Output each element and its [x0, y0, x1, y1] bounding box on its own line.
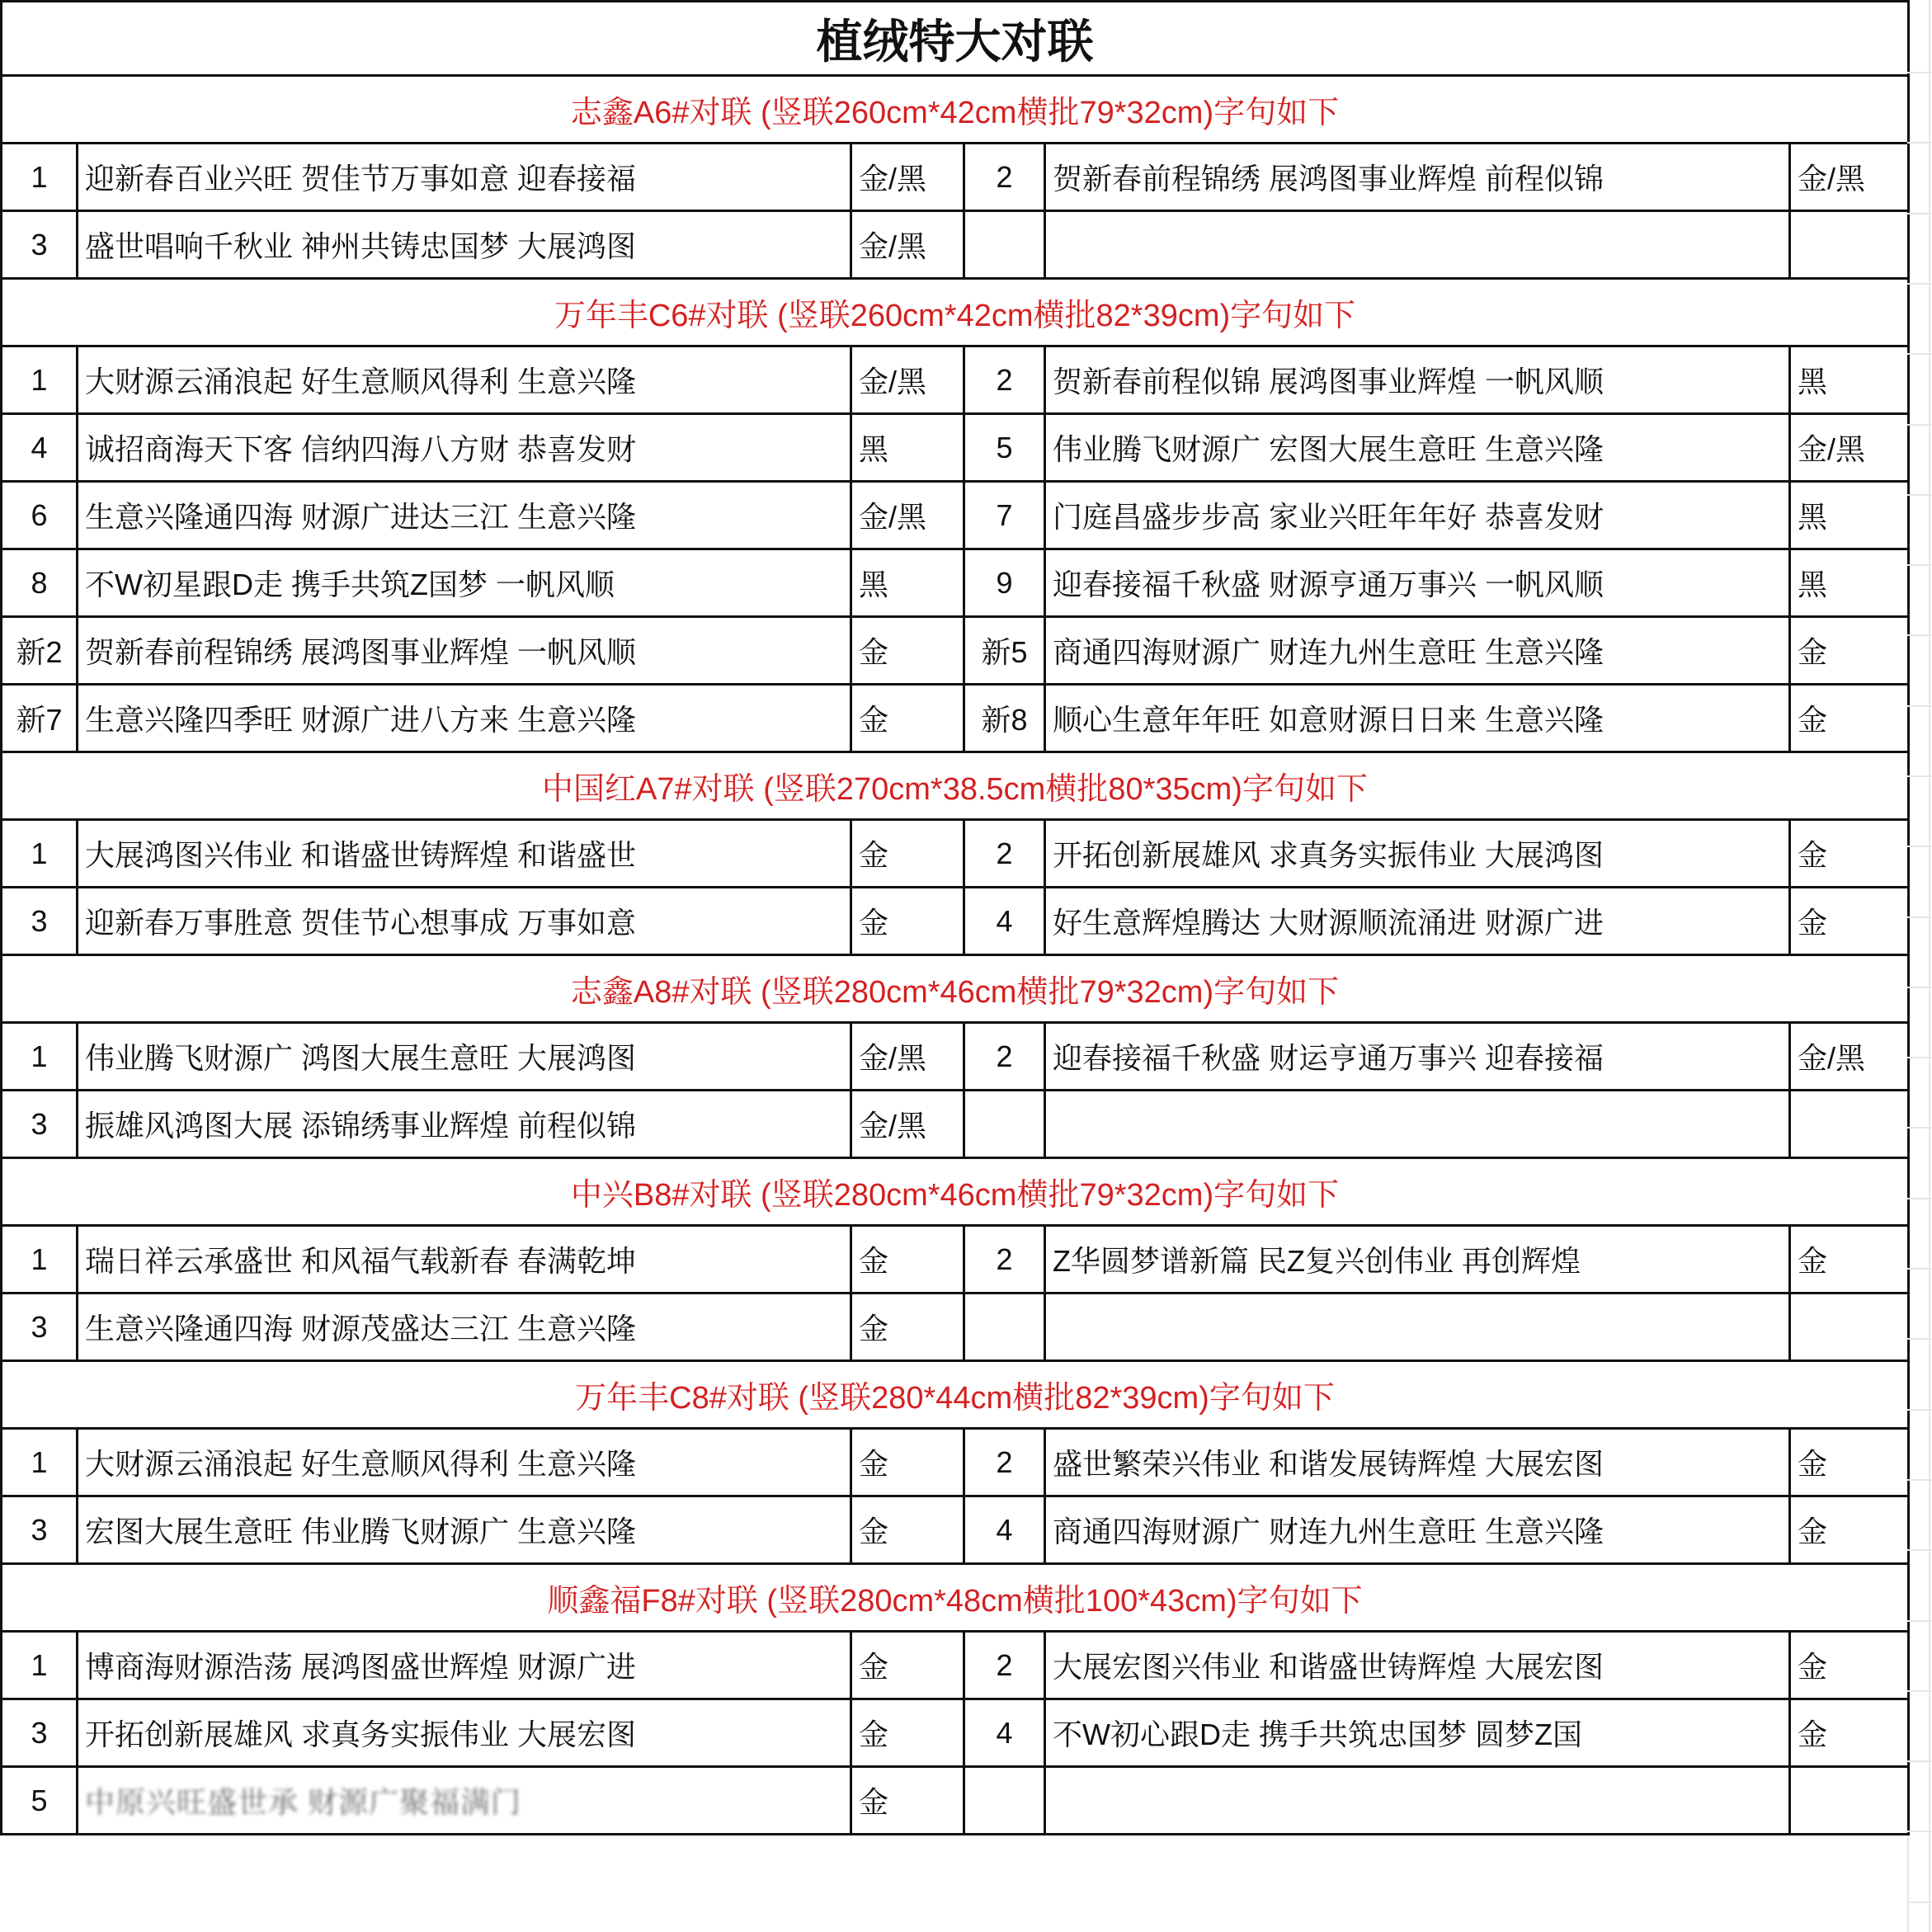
row-gridline [1907, 1338, 1932, 1340]
color-option[interactable]: 金 [851, 685, 964, 752]
blurred-couplet-text: 中原兴旺盛世承 财源广聚福满门 [85, 1785, 522, 1819]
color-option[interactable] [1790, 1091, 1909, 1158]
color-option[interactable]: 金 [851, 1429, 964, 1496]
section-header-row [2, 955, 1909, 1023]
color-option[interactable]: 金 [1790, 1226, 1909, 1293]
color-option[interactable]: 金 [1790, 1699, 1909, 1767]
couplet-text[interactable]: 伟业腾飞财源广 鸿图大展生意旺 大展鸿图 [78, 1023, 851, 1091]
row-gridline [1907, 1620, 1932, 1622]
item-number[interactable]: 3 [2, 1293, 78, 1361]
couplet-text[interactable]: 大展鸿图兴伟业 和谐盛世铸辉煌 和谐盛世 [78, 820, 851, 888]
row-gridline [1907, 987, 1932, 988]
row-gridline [1907, 142, 1932, 144]
section-header: 志鑫A6#对联 (竖联260cm*42cm横批79*32cm)字句如下 [2, 76, 1909, 144]
item-number[interactable]: 8 [2, 549, 78, 617]
color-option[interactable]: 金 [1790, 888, 1909, 955]
item-number[interactable]: 1 [2, 1226, 78, 1293]
couplet-text[interactable]: Z华圆梦谱新篇 民Z复兴创伟业 再创辉煌 [1045, 1226, 1790, 1293]
row-gridline [1907, 424, 1932, 426]
table-row [2, 888, 1909, 955]
row-gridline [1907, 353, 1932, 355]
item-number[interactable]: 9 [964, 549, 1045, 617]
couplet-text[interactable]: 盛世繁荣兴伟业 和谐发展铸辉煌 大展宏图 [1045, 1429, 1790, 1496]
table-row [2, 549, 1909, 617]
color-option[interactable]: 金/黑 [851, 482, 964, 549]
row-gridline [1907, 494, 1932, 496]
row-gridline [1907, 846, 1932, 847]
color-option[interactable] [1790, 1293, 1909, 1361]
couplet-text[interactable]: 博商海财源浩荡 展鸿图盛世辉煌 财源广进 [78, 1632, 851, 1699]
item-number[interactable]: 1 [2, 346, 78, 414]
item-number[interactable]: 6 [2, 482, 78, 549]
couplet-text[interactable] [1045, 1767, 1790, 1835]
color-option[interactable]: 金 [851, 617, 964, 685]
couplet-text[interactable]: 不W初心跟D走 携手共筑忠国梦 圆梦Z国 [1045, 1699, 1790, 1767]
section-header-row [2, 279, 1909, 346]
couplet-text[interactable]: 生意兴隆通四海 财源广进达三江 生意兴隆 [78, 482, 851, 549]
color-option[interactable]: 金/黑 [851, 1091, 964, 1158]
color-option[interactable]: 金/黑 [851, 346, 964, 414]
color-option[interactable]: 金/黑 [1790, 414, 1909, 482]
color-option[interactable]: 金 [851, 1496, 964, 1564]
color-option[interactable]: 黑 [1790, 482, 1909, 549]
section-header: 中国红A7#对联 (竖联270cm*38.5cm横批80*35cm)字句如下 [2, 752, 1909, 820]
couplet-text[interactable]: 贺新春前程似锦 展鸿图事业辉煌 一帆风顺 [1045, 346, 1790, 414]
table-row [2, 1699, 1909, 1767]
table-row [2, 482, 1909, 549]
item-number[interactable]: 7 [964, 482, 1045, 549]
row-gridline [1907, 1479, 1932, 1481]
couplet-text[interactable]: 振雄风鸿图大展 添锦绣事业辉煌 前程似锦 [78, 1091, 851, 1158]
row-gridline [1907, 1198, 1932, 1199]
couplet-text[interactable] [1045, 1091, 1790, 1158]
color-option[interactable]: 黑 [851, 414, 964, 482]
color-option[interactable]: 金 [851, 1699, 964, 1767]
item-number[interactable]: 3 [2, 1699, 78, 1767]
item-number[interactable]: 新2 [2, 617, 78, 685]
row-gridline [1907, 1831, 1932, 1832]
color-option[interactable]: 黑 [1790, 346, 1909, 414]
item-number[interactable]: 1 [2, 820, 78, 888]
item-number[interactable]: 1 [2, 1023, 78, 1091]
section-header-row [2, 76, 1909, 144]
item-number[interactable] [964, 1767, 1045, 1835]
color-option[interactable]: 金 [1790, 617, 1909, 685]
table-row [2, 685, 1909, 752]
row-gridline [1907, 705, 1932, 707]
couplet-text[interactable]: 开拓创新展雄风 求真务实振伟业 大展宏图 [78, 1699, 851, 1767]
section-header: 顺鑫福F8#对联 (竖联280cm*48cm横批100*43cm)字句如下 [2, 1564, 1909, 1632]
item-number[interactable]: 新7 [2, 685, 78, 752]
item-number[interactable]: 4 [2, 414, 78, 482]
couplet-text[interactable]: 生意兴隆四季旺 财源广进八方来 生意兴隆 [78, 685, 851, 752]
item-number[interactable]: 5 [2, 1767, 78, 1835]
couplet-text[interactable]: 伟业腾飞财源广 宏图大展生意旺 生意兴隆 [1045, 414, 1790, 482]
row-gridline [1907, 1760, 1932, 1762]
table-row [2, 144, 1909, 211]
color-option[interactable]: 金 [1790, 1632, 1909, 1699]
color-option[interactable]: 金 [851, 888, 964, 955]
couplet-text[interactable]: 门庭昌盛步步高 家业兴旺年年好 恭喜发财 [1045, 482, 1790, 549]
table-row [2, 1091, 1909, 1158]
item-number[interactable]: 2 [964, 346, 1045, 414]
section-header-row [2, 1564, 1909, 1632]
color-option[interactable]: 金 [1790, 820, 1909, 888]
item-number[interactable]: 2 [964, 1429, 1045, 1496]
color-option[interactable]: 金 [1790, 685, 1909, 752]
row-gridline [1907, 564, 1932, 566]
table-row [2, 211, 1909, 279]
section-header: 中兴B8#对联 (竖联280cm*46cm横批79*32cm)字句如下 [2, 1158, 1909, 1226]
section-header-row [2, 1158, 1909, 1226]
table-row [2, 820, 1909, 888]
item-number[interactable]: 新5 [964, 617, 1045, 685]
couplet-text[interactable]: 诚招商海天下客 信纳四海八方财 恭喜发财 [78, 414, 851, 482]
color-option[interactable]: 金/黑 [1790, 1023, 1909, 1091]
color-option[interactable]: 金 [851, 1632, 964, 1699]
couplet-text[interactable]: 盛世唱响千秋业 神州共铸忠国梦 大展鸿图 [78, 211, 851, 279]
couplet-text[interactable]: 瑞日祥云承盛世 和风福气载新春 春满乾坤 [78, 1226, 851, 1293]
couplet-text[interactable]: 开拓创新展雄风 求真务实振伟业 大展鸿图 [1045, 820, 1790, 888]
color-option[interactable]: 金 [1790, 1496, 1909, 1564]
item-number[interactable]: 4 [964, 1496, 1045, 1564]
couplet-text[interactable]: 贺新春前程锦绣 展鸿图事业辉煌 一帆风顺 [78, 617, 851, 685]
row-gridline [1907, 917, 1932, 918]
section-header-row [2, 752, 1909, 820]
section-header: 志鑫A8#对联 (竖联280cm*46cm横批79*32cm)字句如下 [2, 955, 1909, 1023]
row-gridline [1907, 1127, 1932, 1129]
item-number[interactable]: 5 [964, 414, 1045, 482]
item-number[interactable]: 2 [964, 1632, 1045, 1699]
couplet-text[interactable]: 大财源云涌浪起 好生意顺风得利 生意兴隆 [78, 1429, 851, 1496]
couplet-text[interactable]: 迎春接福千秋盛 财运亨通万事兴 迎春接福 [1045, 1023, 1790, 1091]
couplet-text[interactable] [1045, 1293, 1790, 1361]
table-row [2, 1226, 1909, 1293]
table-row [2, 1496, 1909, 1564]
color-option[interactable]: 金 [851, 1293, 964, 1361]
row-gridline [1907, 1901, 1932, 1903]
row-gridline [1907, 213, 1932, 214]
color-option[interactable] [1790, 211, 1909, 279]
couplet-text[interactable]: 不W初星跟D走 携手共筑Z国梦 一帆风顺 [78, 549, 851, 617]
row-gridline [1907, 72, 1932, 73]
title-row [2, 2, 1909, 76]
item-number[interactable]: 3 [2, 888, 78, 955]
couplet-text[interactable]: 商通四海财源广 财连九州生意旺 生意兴隆 [1045, 617, 1790, 685]
table-row [2, 414, 1909, 482]
row-gridline [1907, 1057, 1932, 1058]
couplet-text[interactable]: 迎新春百业兴旺 贺佳节万事如意 迎春接福 [78, 144, 851, 211]
row-gridline [1907, 775, 1932, 777]
color-option[interactable]: 金 [851, 1767, 964, 1835]
section-header-row [2, 1361, 1909, 1429]
item-number[interactable]: 1 [2, 1632, 78, 1699]
table-row [2, 1293, 1909, 1361]
row-gridline [1907, 634, 1932, 636]
section-header: 万年丰C6#对联 (竖联260cm*42cm横批82*39cm)字句如下 [2, 279, 1909, 346]
couplet-text[interactable]: 迎春接福千秋盛 财源亨通万事兴 一帆风顺 [1045, 549, 1790, 617]
item-number[interactable]: 3 [2, 1496, 78, 1564]
couplet-text[interactable]: 宏图大展生意旺 伟业腾飞财源广 生意兴隆 [78, 1496, 851, 1564]
item-number[interactable] [964, 1293, 1045, 1361]
row-gridline [1907, 1268, 1932, 1270]
table-row [2, 617, 1909, 685]
page-title: 植绒特大对联 [2, 2, 1909, 76]
couplet-text[interactable]: 顺心生意年年旺 如意财源日日来 生意兴隆 [1045, 685, 1790, 752]
couplet-text[interactable]: 生意兴隆通四海 财源茂盛达三江 生意兴隆 [78, 1293, 851, 1361]
table-row [2, 346, 1909, 414]
item-number[interactable]: 1 [2, 144, 78, 211]
item-number[interactable]: 2 [964, 144, 1045, 211]
row-gridline [1907, 283, 1932, 285]
color-option[interactable]: 金 [851, 1226, 964, 1293]
item-number[interactable] [964, 1091, 1045, 1158]
row-gridline [1907, 1409, 1932, 1411]
couplet-text[interactable]: 大展宏图兴伟业 和谐盛世铸辉煌 大展宏图 [1045, 1632, 1790, 1699]
column-gridline [1929, 0, 1930, 1932]
table-row [2, 1023, 1909, 1091]
item-number[interactable]: 新8 [964, 685, 1045, 752]
color-option[interactable]: 黑 [1790, 549, 1909, 617]
table-row [2, 1429, 1909, 1496]
color-option[interactable]: 金/黑 [851, 1023, 964, 1091]
table-row [2, 1632, 1909, 1699]
table-row [2, 1767, 1909, 1835]
item-number[interactable]: 4 [964, 1699, 1045, 1767]
couplet-text[interactable] [78, 1767, 851, 1835]
color-option[interactable]: 金/黑 [851, 211, 964, 279]
couplet-text[interactable]: 商通四海财源广 财连九州生意旺 生意兴隆 [1045, 1496, 1790, 1564]
item-number[interactable]: 2 [964, 1023, 1045, 1091]
item-number[interactable]: 2 [964, 820, 1045, 888]
item-number[interactable]: 4 [964, 888, 1045, 955]
item-number[interactable]: 2 [964, 1226, 1045, 1293]
color-option[interactable]: 金/黑 [851, 144, 964, 211]
row-gridline [1907, 1690, 1932, 1692]
color-option[interactable]: 金 [1790, 1429, 1909, 1496]
row-gridline [1907, 1549, 1932, 1551]
couplet-text[interactable]: 好生意辉煌腾达 大财源顺流涌进 财源广进 [1045, 888, 1790, 955]
item-number[interactable]: 3 [2, 211, 78, 279]
color-option[interactable]: 金 [851, 820, 964, 888]
item-number[interactable] [964, 211, 1045, 279]
item-number[interactable]: 3 [2, 1091, 78, 1158]
item-number[interactable]: 1 [2, 1429, 78, 1496]
couplet-text[interactable]: 迎新春万事胜意 贺佳节心想事成 万事如意 [78, 888, 851, 955]
couplet-text[interactable]: 贺新春前程锦绣 展鸿图事业辉煌 前程似锦 [1045, 144, 1790, 211]
couplet-text[interactable] [1045, 211, 1790, 279]
section-header: 万年丰C8#对联 (竖联280*44cm横批82*39cm)字句如下 [2, 1361, 1909, 1429]
couplet-text[interactable]: 大财源云涌浪起 好生意顺风得利 生意兴隆 [78, 346, 851, 414]
color-option[interactable] [1790, 1767, 1909, 1835]
color-option[interactable]: 金/黑 [1790, 144, 1909, 211]
color-option[interactable]: 黑 [851, 549, 964, 617]
